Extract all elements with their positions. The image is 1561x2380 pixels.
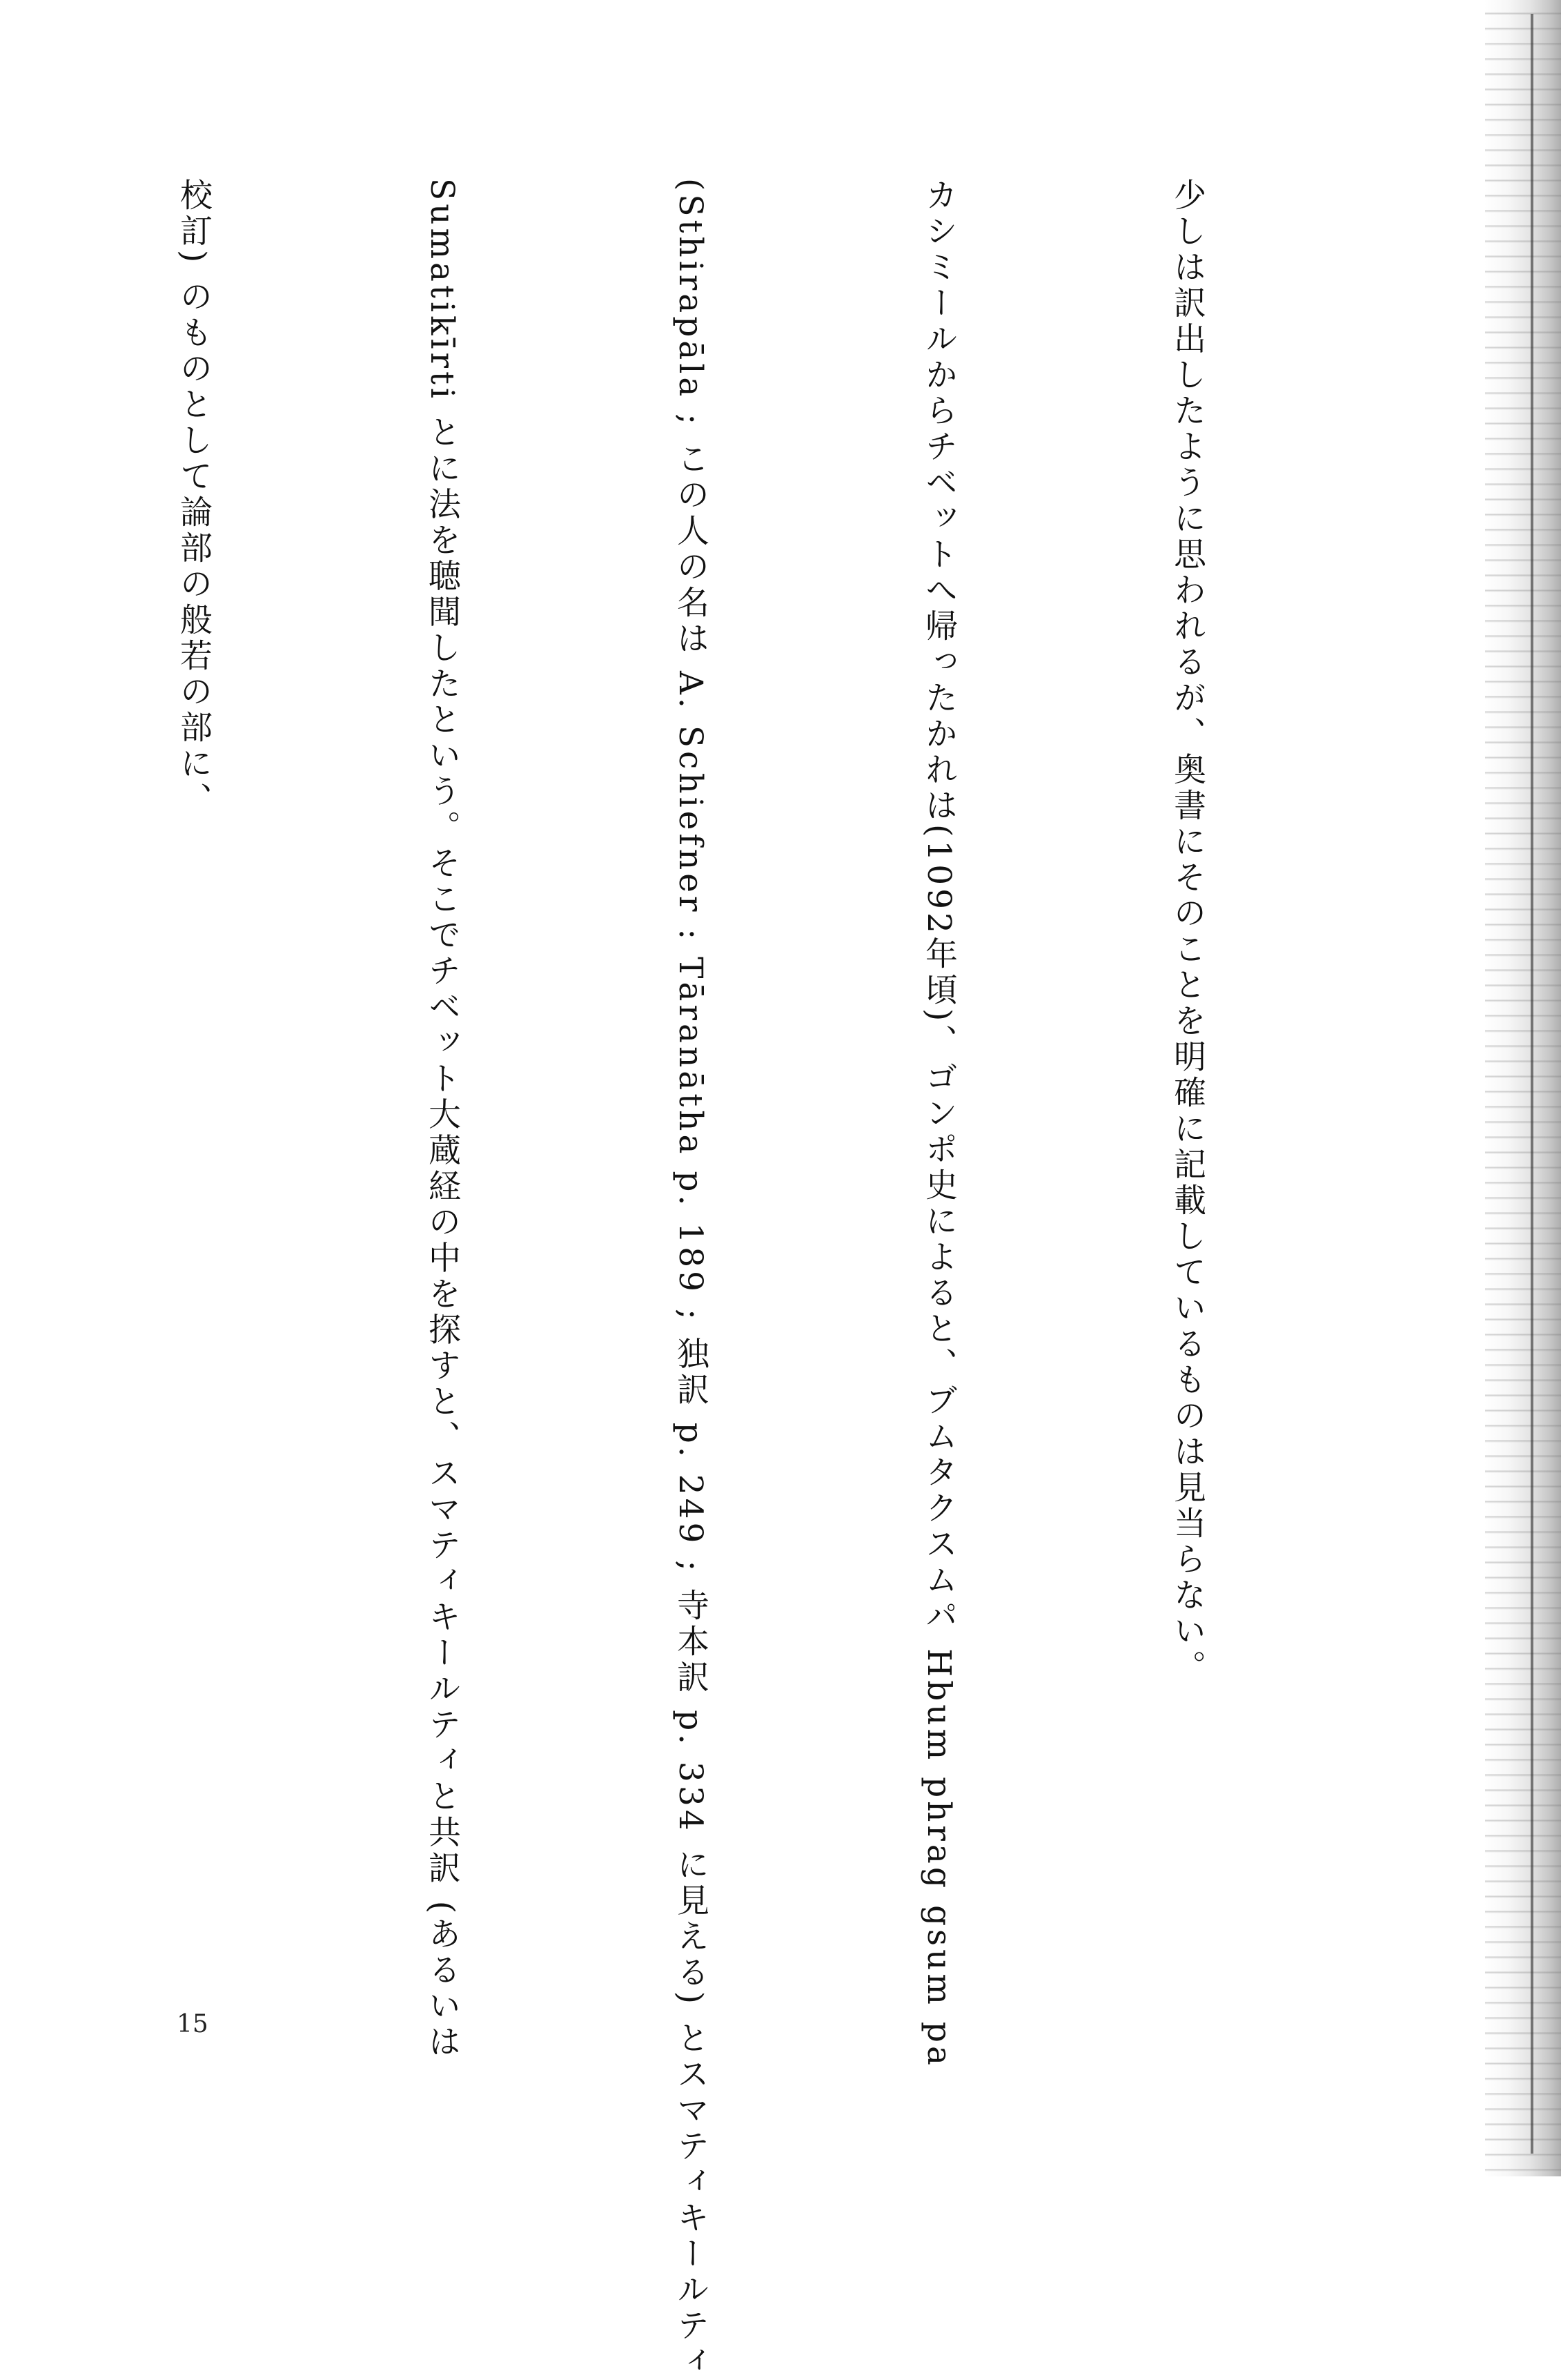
text-line: 校訂) のものとして論部の般若の部に、 [175,178,213,819]
text-line: Sumatikīrti とに法を聴聞したという。そこでチベット大蔵経の中を探すと、スマティキールティと共訳 (あるいは [423,178,461,2061]
book-gutter-line [1531,14,1533,2154]
book-binding-edge [1485,0,1561,2176]
text-line: (Sthirapāla ; この人の名は A. Schiefner : Tāranātha p. 189 ; 独訳 p. 249 ; 寺本訳 p. 334 に見える) とスマティキールティ [671,178,709,2380]
page-number: 15 [177,2010,208,2038]
text-line: 少しは訳出したように思われるが、奥書にそのことを明確に記載しているものは見当らない。 [1168,178,1206,1686]
text-line: カシミールからチベットへ帰ったかれは(1092年頃)、ゴンポ史によると、ブムタクスムパ Hbum phrag gsum pa [920,178,958,2069]
